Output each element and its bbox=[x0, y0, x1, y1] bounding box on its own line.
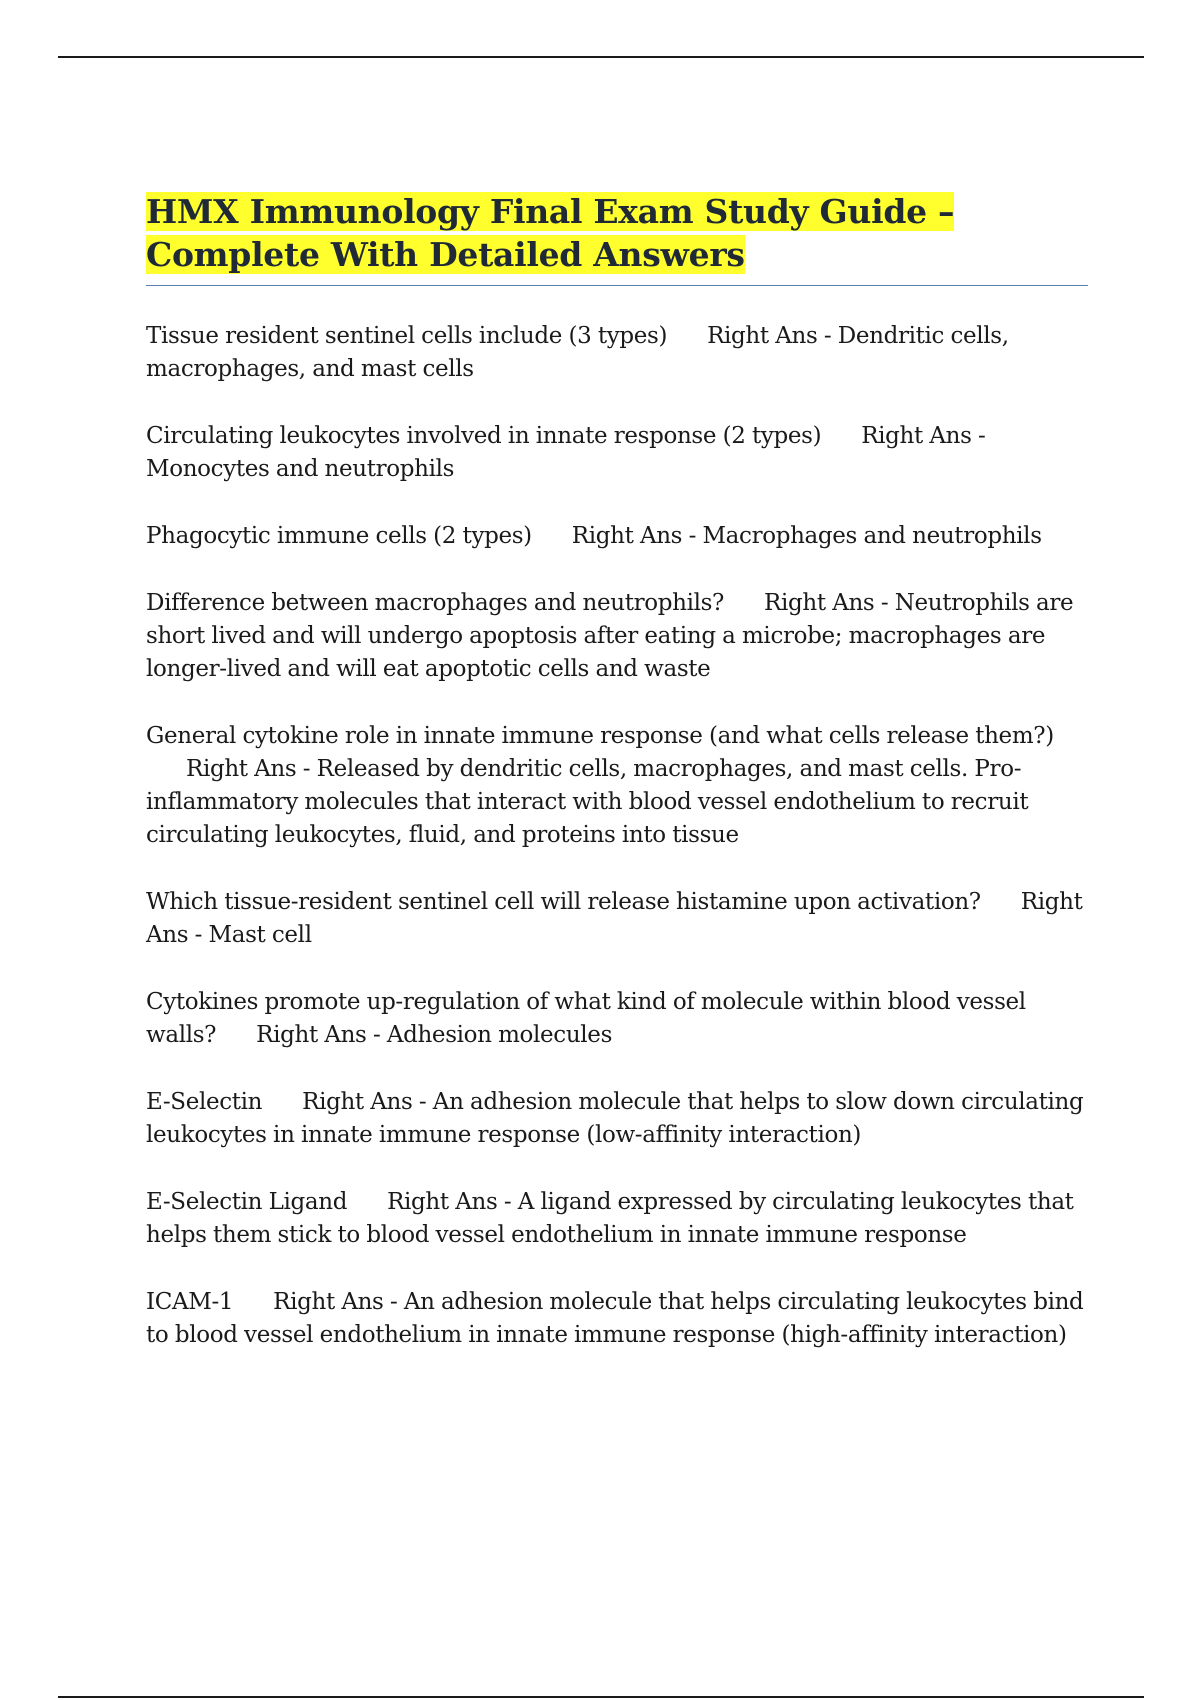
page-header-rule bbox=[58, 56, 1144, 58]
qa-item bbox=[146, 587, 1088, 686]
qa-item bbox=[146, 520, 1088, 553]
qa-answer: Right Ans - Mast cell bbox=[146, 889, 1083, 948]
qa-question: Tissue resident sentinel cells include (3 types) bbox=[146, 323, 668, 349]
qa-question: Difference between macrophages and neutrophils? bbox=[146, 590, 725, 616]
qa-answer: Right Ans - Macrophages and neutrophils bbox=[571, 523, 1042, 549]
qa-answer: Right Ans - Neutrophils are short lived and will undergo apoptosis after eating a microbe; macrophages are longer-lived and will eat apoptotic cells and waste bbox=[146, 590, 1074, 682]
qa-item bbox=[146, 886, 1088, 952]
qa-item bbox=[146, 1086, 1088, 1152]
page-footer-rule bbox=[58, 1696, 1144, 1698]
qa-item bbox=[146, 320, 1088, 386]
qa-answer: Right Ans - An adhesion molecule that helps to slow down circulating leukocytes in innate immune response (low-affinity interaction) bbox=[146, 1089, 1084, 1148]
qa-question: E-Selectin Ligand bbox=[146, 1189, 348, 1215]
document-title-text: HMX Immunology Final Exam Study Guide – Complete With Detailed Answers bbox=[146, 192, 955, 274]
qa-answer: Right Ans - A ligand expressed by circulating leukocytes that helps them stick to blood vessel endothelium in innate immune response bbox=[146, 1189, 1074, 1248]
qa-item bbox=[146, 420, 1088, 486]
document-title bbox=[146, 190, 1088, 276]
document-body bbox=[146, 190, 1088, 1386]
qa-item bbox=[146, 1186, 1088, 1252]
qa-answer: Right Ans - Adhesion molecules bbox=[256, 1022, 613, 1048]
qa-answer: Right Ans - Released by dendritic cells, macrophages, and mast cells. Pro-inflammatory molecules that interact with blood vessel endothelium to recruit circulating leukocytes, fluid, and proteins into tissue bbox=[146, 756, 1029, 848]
qa-answer: Right Ans - An adhesion molecule that helps circulating leukocytes bind to blood vessel endothelium in innate immune response (high-affinity interaction) bbox=[146, 1289, 1084, 1348]
qa-question: ICAM-1 bbox=[146, 1289, 234, 1315]
qa-list bbox=[146, 320, 1088, 1352]
qa-question: E-Selectin bbox=[146, 1089, 263, 1115]
title-underline bbox=[146, 285, 1088, 286]
qa-item bbox=[146, 986, 1088, 1052]
qa-question: General cytokine role in innate immune response (and what cells release them?) bbox=[146, 723, 1054, 749]
qa-question: Cytokines promote up-regulation of what kind of molecule within blood vessel walls? bbox=[146, 989, 1026, 1048]
qa-question: Phagocytic immune cells (2 types) bbox=[146, 523, 532, 549]
qa-answer: Right Ans - Monocytes and neutrophils bbox=[146, 423, 986, 482]
qa-question: Circulating leukocytes involved in innate response (2 types) bbox=[146, 423, 822, 449]
qa-item bbox=[146, 1286, 1088, 1352]
qa-item bbox=[146, 720, 1088, 852]
qa-answer: Right Ans - Dendritic cells, macrophages, and mast cells bbox=[146, 323, 1009, 382]
qa-question: Which tissue-resident sentinel cell will release histamine upon activation? bbox=[146, 889, 981, 915]
